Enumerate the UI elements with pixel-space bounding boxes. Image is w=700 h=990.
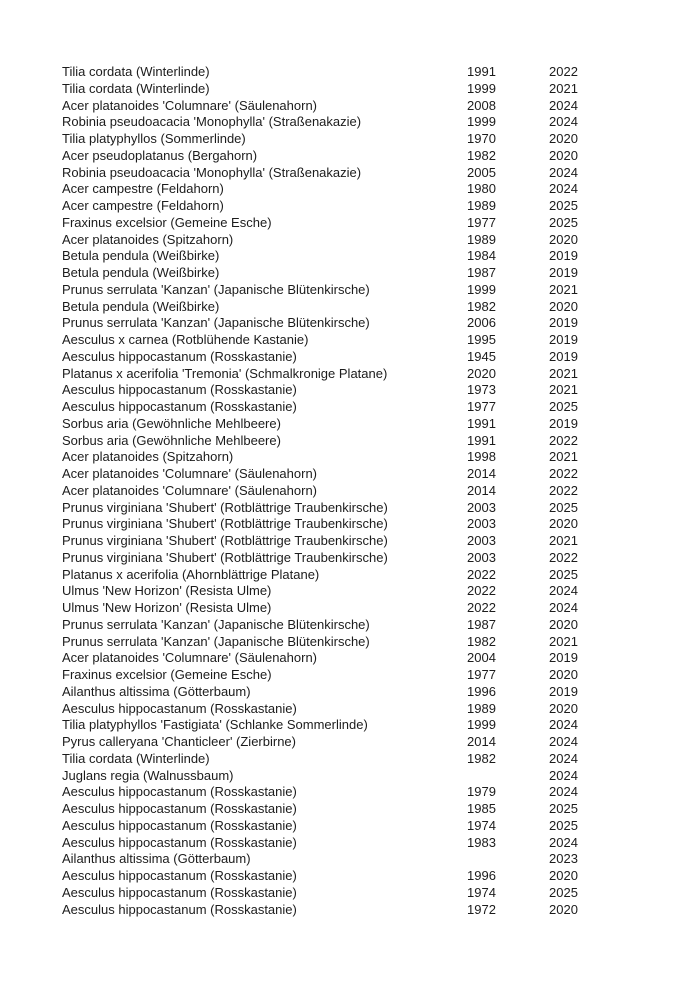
species-name-cell: Betula pendula (Weißbirke): [62, 298, 220, 314]
table-row: [62, 617, 700, 634]
species-name-cell: Aesculus hippocastanum (Rosskastanie): [62, 348, 297, 364]
table-row: [62, 181, 700, 198]
year-1-cell: 1989: [467, 198, 496, 213]
species-name-cell: Prunus virginiana 'Shubert' (Rotblättrige Traubenkirsche): [62, 516, 388, 532]
year-2-cell: 2023: [549, 851, 578, 867]
species-name-cell: Aesculus hippocastanum (Rosskastanie): [62, 700, 297, 716]
table-row: [62, 98, 700, 115]
year-1-cell: 1974: [467, 817, 496, 833]
year-1-cell: 1982: [467, 147, 496, 163]
species-name-cell: Platanus x acerifolia (Ahornblättrige Platane): [62, 566, 320, 582]
table-row: [62, 265, 700, 282]
table-row: [62, 198, 700, 215]
table-row: [62, 81, 700, 98]
table-row: [62, 835, 700, 852]
species-name-cell: Acer campestre (Feldahorn): [62, 198, 224, 213]
table-row: [62, 500, 700, 517]
year-2-cell: 2024: [549, 583, 578, 599]
table-row: [62, 634, 700, 651]
year-2-cell: 2022: [549, 482, 578, 498]
year-2-cell: 2020: [549, 147, 578, 163]
species-name-cell: Prunus virginiana 'Shubert' (Rotblättrige Traubenkirsche): [62, 549, 388, 565]
year-1-cell: 1977: [467, 667, 496, 682]
table-row: [62, 583, 700, 600]
species-name-cell: Prunus serrulata 'Kanzan' (Japanische Blütenkirsche): [62, 281, 370, 297]
species-name-cell: Prunus serrulata 'Kanzan' (Japanische Blütenkirsche): [62, 315, 370, 331]
table-row: [62, 148, 700, 165]
year-1-cell: 1977: [467, 399, 496, 414]
species-name-cell: Tilia platyphyllos (Sommerlinde): [62, 131, 246, 146]
year-1-cell: 2003: [467, 533, 496, 548]
species-name-cell: Ailanthus altissima (Götterbaum): [62, 683, 251, 699]
table-row: [62, 801, 700, 818]
year-1-cell: 2022: [467, 583, 496, 599]
table-row: [62, 701, 700, 718]
year-1-cell: 1945: [467, 348, 496, 364]
year-1-cell: 1999: [467, 281, 496, 297]
year-2-cell: 2019: [549, 415, 578, 431]
year-2-cell: 2024: [549, 784, 578, 800]
table-row: [62, 600, 700, 617]
species-name-cell: Tilia cordata (Winterlinde): [62, 750, 210, 766]
species-name-cell: Aesculus hippocastanum (Rosskastanie): [62, 382, 297, 398]
table-row: [62, 349, 700, 366]
table-row: [62, 567, 700, 584]
year-1-cell: 2005: [467, 164, 496, 180]
table-row: [62, 416, 700, 433]
year-2-cell: 2021: [549, 80, 578, 96]
species-name-cell: Aesculus hippocastanum (Rosskastanie): [62, 868, 297, 883]
species-name-cell: Juglans regia (Walnussbaum): [62, 767, 234, 783]
year-1-cell: 1979: [467, 784, 496, 800]
species-name-cell: Ulmus 'New Horizon' (Resista Ulme): [62, 600, 272, 615]
year-2-cell: 2021: [549, 365, 578, 381]
year-2-cell: 2019: [549, 265, 578, 280]
table-row: [62, 215, 700, 232]
species-name-cell: Acer platanoides 'Columnare' (Säulenahorn): [62, 482, 317, 498]
table-row: [62, 885, 700, 902]
species-name-cell: Tilia platyphyllos 'Fastigiata' (Schlanke Sommerlinde): [62, 717, 368, 733]
year-2-cell: 2019: [549, 315, 578, 331]
species-name-cell: Acer platanoides 'Columnare' (Säulenahorn): [62, 650, 317, 666]
species-name-cell: Tilia cordata (Winterlinde): [62, 80, 210, 96]
year-2-cell: 2020: [549, 516, 578, 532]
year-2-cell: 2019: [549, 650, 578, 666]
year-2-cell: 2020: [549, 131, 578, 146]
table-row: [62, 315, 700, 332]
table-row: [62, 717, 700, 734]
year-1-cell: 1989: [467, 700, 496, 716]
species-name-cell: Betula pendula (Weißbirke): [62, 248, 220, 264]
year-1-cell: 1985: [467, 801, 496, 816]
species-name-cell: Ulmus 'New Horizon' (Resista Ulme): [62, 583, 272, 599]
species-name-cell: Pyrus calleryana 'Chanticleer' (Zierbirne): [62, 734, 296, 749]
year-2-cell: 2019: [549, 683, 578, 699]
year-1-cell: 1991: [467, 415, 496, 431]
species-name-cell: Platanus x acerifolia 'Tremonia' (Schmalkronige Platane): [62, 365, 388, 381]
table-row: [62, 734, 700, 751]
species-name-cell: Acer campestre (Feldahorn): [62, 181, 224, 197]
species-name-cell: Sorbus aria (Gewöhnliche Mehlbeere): [62, 432, 281, 448]
table-row: [62, 433, 700, 450]
year-2-cell: 2019: [549, 248, 578, 264]
species-name-cell: Fraxinus excelsior (Gemeine Esche): [62, 214, 272, 230]
species-name-cell: Acer platanoides 'Columnare' (Säulenahorn): [62, 466, 317, 481]
year-2-cell: 2025: [549, 214, 578, 230]
table-row: [62, 114, 700, 131]
species-name-cell: Robinia pseudoacacia 'Monophylla' (Straßenakazie): [62, 114, 362, 130]
table-row: [62, 449, 700, 466]
year-1-cell: 2022: [467, 566, 496, 582]
table-row: [62, 399, 700, 416]
species-name-cell: Fraxinus excelsior (Gemeine Esche): [62, 667, 272, 682]
year-1-cell: 1998: [467, 449, 496, 465]
species-name-cell: Aesculus hippocastanum (Rosskastanie): [62, 817, 297, 833]
table-row: [62, 466, 700, 483]
table-row: [62, 751, 700, 768]
year-2-cell: 2024: [549, 114, 578, 130]
species-name-cell: Aesculus hippocastanum (Rosskastanie): [62, 884, 297, 900]
year-2-cell: 2024: [549, 97, 578, 113]
year-2-cell: 2024: [549, 767, 578, 783]
table-row: [62, 550, 700, 567]
species-name-cell: Acer pseudoplatanus (Bergahorn): [62, 147, 258, 163]
table-row: [62, 282, 700, 299]
year-2-cell: 2025: [549, 884, 578, 900]
table-row: [62, 483, 700, 500]
year-1-cell: 2014: [467, 734, 496, 749]
species-name-cell: Acer platanoides (Spitzahorn): [62, 449, 234, 465]
year-1-cell: 1970: [467, 131, 496, 146]
year-1-cell: 1991: [467, 64, 496, 79]
table-row: [62, 165, 700, 182]
table-row: [62, 868, 700, 885]
table-row: [62, 382, 700, 399]
species-name-cell: Aesculus x carnea (Rotblühende Kastanie): [62, 332, 309, 347]
year-1-cell: 1983: [467, 834, 496, 850]
year-2-cell: 2022: [549, 549, 578, 565]
species-name-cell: Prunus virginiana 'Shubert' (Rotblättrige Traubenkirsche): [62, 533, 388, 548]
table-row: [62, 299, 700, 316]
year-2-cell: 2021: [549, 382, 578, 398]
year-2-cell: 2021: [549, 449, 578, 465]
species-name-cell: Sorbus aria (Gewöhnliche Mehlbeere): [62, 415, 281, 431]
year-2-cell: 2020: [549, 298, 578, 314]
table-row: [62, 768, 700, 785]
year-2-cell: 2024: [549, 750, 578, 766]
table-row: [62, 533, 700, 550]
year-1-cell: 2008: [467, 97, 496, 113]
year-2-cell: 2021: [549, 533, 578, 548]
year-2-cell: 2025: [549, 198, 578, 213]
year-1-cell: 1982: [467, 298, 496, 314]
table-row: [62, 684, 700, 701]
species-name-cell: Ailanthus altissima (Götterbaum): [62, 851, 251, 867]
table-row: [62, 784, 700, 801]
year-2-cell: 2025: [549, 499, 578, 515]
species-name-cell: Prunus virginiana 'Shubert' (Rotblättrige Traubenkirsche): [62, 499, 388, 515]
species-name-cell: Acer platanoides 'Columnare' (Säulenahorn): [62, 97, 317, 113]
table-row: [62, 818, 700, 835]
year-2-cell: 2024: [549, 181, 578, 197]
year-1-cell: 1989: [467, 231, 496, 247]
species-name-cell: Robinia pseudoacacia 'Monophylla' (Straßenakazie): [62, 164, 362, 180]
year-1-cell: 2020: [467, 365, 496, 381]
year-2-cell: 2025: [549, 817, 578, 833]
year-2-cell: 2024: [549, 164, 578, 180]
year-2-cell: 2021: [549, 633, 578, 649]
year-2-cell: 2022: [549, 432, 578, 448]
year-1-cell: 1982: [467, 633, 496, 649]
year-1-cell: 1980: [467, 181, 496, 197]
species-name-cell: Aesculus hippocastanum (Rosskastanie): [62, 901, 297, 917]
table-row: [62, 851, 700, 868]
year-1-cell: 1974: [467, 884, 496, 900]
year-2-cell: 2020: [549, 868, 578, 883]
year-1-cell: 1984: [467, 248, 496, 264]
table-row: [62, 232, 700, 249]
year-1-cell: 2014: [467, 466, 496, 481]
year-1-cell: 1973: [467, 382, 496, 398]
species-name-cell: Aesculus hippocastanum (Rosskastanie): [62, 784, 297, 800]
table-row: [62, 131, 700, 148]
year-2-cell: 2020: [549, 231, 578, 247]
year-2-cell: 2020: [549, 616, 578, 632]
year-1-cell: 1972: [467, 901, 496, 917]
species-name-cell: Acer platanoides (Spitzahorn): [62, 231, 234, 247]
year-1-cell: 1977: [467, 214, 496, 230]
year-1-cell: 2003: [467, 516, 496, 532]
year-2-cell: 2025: [549, 566, 578, 582]
year-2-cell: 2022: [549, 466, 578, 481]
year-1-cell: 2014: [467, 482, 496, 498]
table-row: [62, 650, 700, 667]
year-2-cell: 2020: [549, 667, 578, 682]
table-row: [62, 366, 700, 383]
year-2-cell: 2020: [549, 901, 578, 917]
year-1-cell: 1996: [467, 868, 496, 883]
year-1-cell: 2022: [467, 600, 496, 615]
year-2-cell: 2021: [549, 281, 578, 297]
year-1-cell: 2006: [467, 315, 496, 331]
year-2-cell: 2025: [549, 399, 578, 414]
year-2-cell: 2024: [549, 600, 578, 615]
table-row: [62, 516, 700, 533]
table-row: [62, 902, 700, 919]
year-1-cell: 1999: [467, 717, 496, 733]
species-name-cell: Aesculus hippocastanum (Rosskastanie): [62, 834, 297, 850]
species-name-cell: Tilia cordata (Winterlinde): [62, 64, 210, 79]
year-2-cell: 2024: [549, 717, 578, 733]
species-name-cell: Prunus serrulata 'Kanzan' (Japanische Blütenkirsche): [62, 616, 370, 632]
year-1-cell: 1987: [467, 616, 496, 632]
year-1-cell: 1987: [467, 265, 496, 280]
table-row: [62, 248, 700, 265]
year-1-cell: 1995: [467, 332, 496, 347]
year-2-cell: 2019: [549, 348, 578, 364]
tree-table: [62, 64, 700, 918]
table-row: [62, 64, 700, 81]
year-2-cell: 2024: [549, 734, 578, 749]
year-2-cell: 2020: [549, 700, 578, 716]
table-row: [62, 332, 700, 349]
table-row: [62, 667, 700, 684]
year-1-cell: 2003: [467, 549, 496, 565]
year-1-cell: 2003: [467, 499, 496, 515]
year-2-cell: 2019: [549, 332, 578, 347]
year-1-cell: 1991: [467, 432, 496, 448]
year-2-cell: 2024: [549, 834, 578, 850]
species-name-cell: Prunus serrulata 'Kanzan' (Japanische Blütenkirsche): [62, 633, 370, 649]
year-1-cell: 1982: [467, 750, 496, 766]
species-name-cell: Aesculus hippocastanum (Rosskastanie): [62, 399, 297, 414]
species-name-cell: Betula pendula (Weißbirke): [62, 265, 220, 280]
year-1-cell: 1999: [467, 114, 496, 130]
species-name-cell: Aesculus hippocastanum (Rosskastanie): [62, 801, 297, 816]
year-1-cell: 1999: [467, 80, 496, 96]
year-2-cell: 2022: [549, 64, 578, 79]
year-2-cell: 2025: [549, 801, 578, 816]
year-1-cell: 2004: [467, 650, 496, 666]
year-1-cell: 1996: [467, 683, 496, 699]
